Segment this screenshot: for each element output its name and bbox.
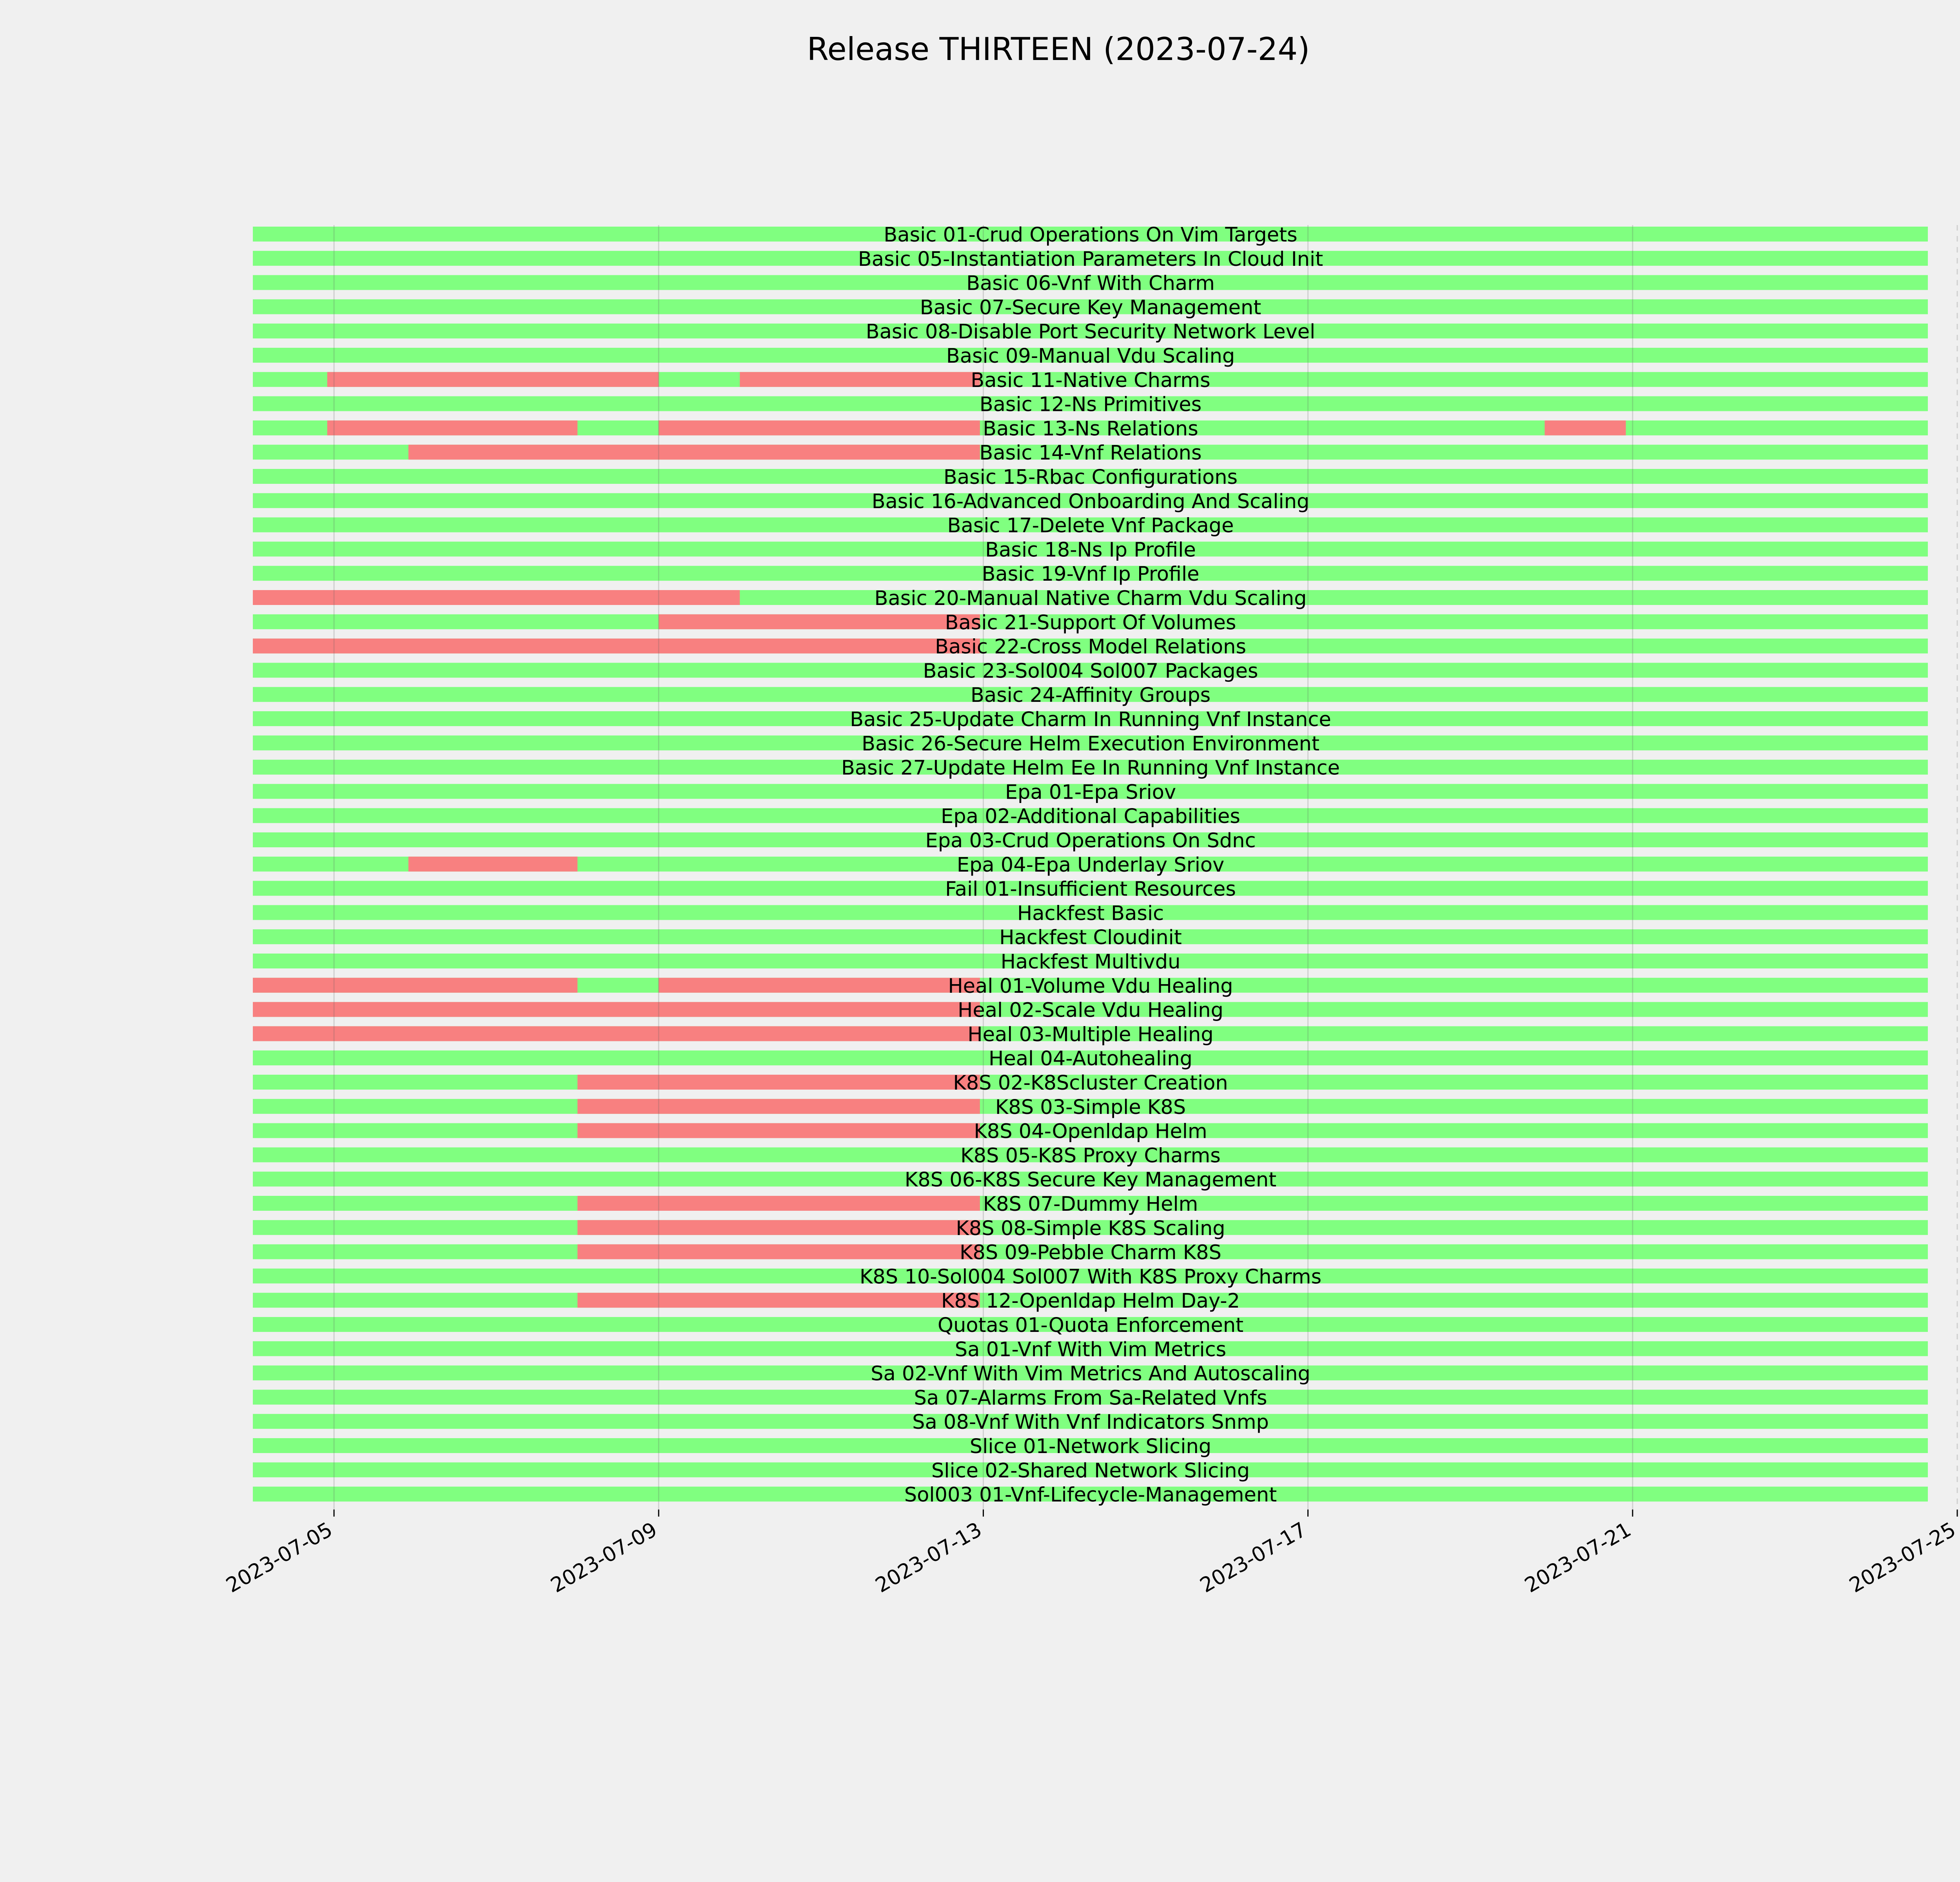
fail-bar [577, 1099, 980, 1114]
row-label: Basic 23-Sol004 Sol007 Packages [923, 659, 1258, 683]
row-label: K8S 04-Openldap Helm [974, 1120, 1207, 1143]
fail-bar [253, 1002, 980, 1017]
row-label: Basic 14-Vnf Relations [979, 441, 1202, 465]
row-label: Hackfest Multivdu [1000, 950, 1181, 974]
plot-area [222, 223, 1960, 1597]
row-label: Basic 25-Update Charm In Running Vnf Instance [850, 708, 1331, 731]
row-label: Basic 21-Support Of Volumes [945, 611, 1236, 634]
fail-bar [577, 1244, 980, 1259]
row-label: Basic 01-Crud Operations On Vim Targets [884, 223, 1298, 247]
x-tick-label: 2023-07-09 [547, 1518, 661, 1598]
row-label: K8S 05-K8S Proxy Charms [960, 1144, 1221, 1168]
row-label: Slice 02-Shared Network Slicing [931, 1459, 1250, 1482]
fail-bar [659, 614, 980, 629]
x-tick-label: 2023-07-17 [1196, 1518, 1311, 1598]
fail-bar [659, 420, 980, 435]
fail-bar [327, 420, 577, 435]
row-label: K8S 08-Simple K8S Scaling [956, 1217, 1225, 1240]
fail-bar [740, 372, 980, 387]
fail-bar [408, 445, 980, 460]
row-label: Slice 01-Network Slicing [969, 1435, 1212, 1458]
row-label: Sol003 01-Vnf-Lifecycle-Management [904, 1483, 1277, 1507]
row-label: K8S 02-K8Scluster Creation [953, 1072, 1228, 1095]
x-tick-label: 2023-07-13 [871, 1518, 986, 1598]
row-label: Hackfest Cloudinit [999, 926, 1182, 950]
row-label: Basic 24-Affinity Groups [970, 684, 1211, 707]
x-tick-label: 2023-07-25 [1845, 1518, 1960, 1598]
fail-bar [253, 1026, 980, 1041]
row-label: Basic 20-Manual Native Charm Vdu Scaling [874, 587, 1307, 610]
row-label: K8S 10-Sol004 Sol007 With K8S Proxy Charms [859, 1265, 1322, 1289]
fail-bar [253, 639, 980, 654]
row-label: Epa 04-Epa Underlay Sriov [956, 853, 1225, 877]
x-tick-label: 2023-07-05 [222, 1518, 337, 1598]
fail-bar [327, 372, 659, 387]
fail-bar [1545, 420, 1626, 435]
row-label: K8S 09-Pebble Charm K8S [959, 1241, 1222, 1264]
row-label: Hackfest Basic [1017, 902, 1164, 925]
row-label: Basic 18-Ns Ip Profile [985, 538, 1196, 562]
row-label: Heal 03-Multiple Healing [967, 1023, 1214, 1046]
row-label: Heal 01-Volume Vdu Healing [948, 974, 1233, 998]
row-label: K8S 06-K8S Secure Key Management [904, 1168, 1277, 1192]
x-tick-label: 2023-07-21 [1521, 1518, 1635, 1598]
row-label: Basic 26-Secure Helm Execution Environment [862, 732, 1319, 756]
fail-bar [577, 1123, 980, 1138]
fail-bar [577, 1293, 980, 1308]
row-label: Sa 07-Alarms From Sa-Related Vnfs [914, 1386, 1267, 1410]
row-label: K8S 12-Openldap Helm Day-2 [941, 1290, 1240, 1313]
row-label: Epa 02-Additional Capabilities [941, 805, 1240, 828]
row-label: Basic 13-Ns Relations [983, 417, 1198, 441]
fail-bar [253, 590, 740, 605]
row-label: Basic 27-Update Helm Ee In Running Vnf Instance [841, 756, 1340, 780]
row-label: Epa 03-Crud Operations On Sdnc [925, 829, 1256, 852]
fail-bar [408, 857, 577, 872]
row-label: Fail 01-Insufficient Resources [945, 877, 1236, 901]
row-label: Basic 11-Native Charms [971, 369, 1210, 392]
row-label: Quotas 01-Quota Enforcement [937, 1314, 1244, 1337]
row-label: Basic 16-Advanced Onboarding And Scaling [871, 490, 1310, 513]
fail-bar [659, 978, 980, 993]
row-label: Basic 08-Disable Port Security Network Level [866, 320, 1316, 344]
fail-bar [577, 1196, 980, 1211]
row-label: Epa 01-Epa Sriov [1005, 781, 1176, 804]
row-label: Heal 04-Autohealing [989, 1047, 1192, 1071]
row-label: Sa 02-Vnf With Vim Metrics And Autoscaling [871, 1362, 1310, 1386]
row-label: Basic 12-Ns Primitives [979, 393, 1202, 416]
row-label: Basic 05-Instantiation Parameters In Cloud Init [858, 247, 1323, 271]
fail-bar [577, 1220, 980, 1235]
row-label: K8S 07-Dummy Helm [983, 1193, 1198, 1216]
row-label: K8S 03-Simple K8S [995, 1095, 1186, 1119]
row-label: Heal 02-Scale Vdu Healing [958, 999, 1223, 1022]
row-label: Basic 17-Delete Vnf Package [947, 514, 1234, 538]
row-label: Basic 09-Manual Vdu Scaling [946, 345, 1235, 368]
chart-title: Release THIRTEEN (2023-07-24) [807, 31, 1310, 67]
fail-bar [577, 1075, 980, 1090]
row-label: Basic 19-Vnf Ip Profile [982, 563, 1200, 586]
row-label: Basic 15-Rbac Configurations [943, 466, 1238, 489]
row-label: Basic 07-Secure Key Management [920, 296, 1261, 320]
row-label: Basic 06-Vnf With Charm [966, 272, 1215, 295]
fail-bar [253, 978, 577, 993]
row-label: Sa 01-Vnf With Vim Metrics [955, 1338, 1227, 1361]
row-label: Sa 08-Vnf With Vnf Indicators Snmp [912, 1411, 1269, 1434]
row-label: Basic 22-Cross Model Relations [935, 635, 1247, 659]
